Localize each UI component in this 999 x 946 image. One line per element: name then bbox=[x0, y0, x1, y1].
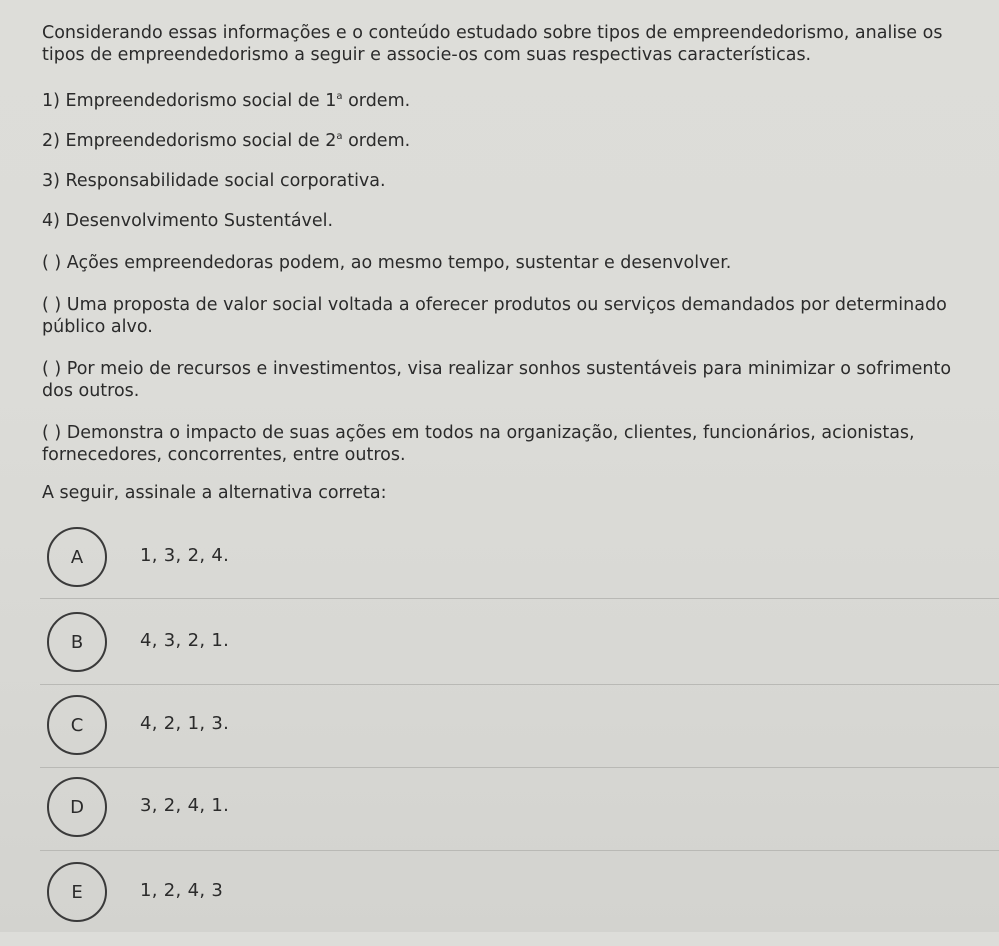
option-a-text: 1, 3, 2, 4. bbox=[140, 545, 230, 566]
type-1: 1) Empreendedorismo social de 1$^a$ ordem. bbox=[42, 91, 411, 111]
option-c[interactable] bbox=[0, 695, 999, 779]
option-c-radio[interactable]: C bbox=[47, 695, 107, 755]
statement-2: ( ) Uma proposta de valor social voltada a oferecer produtos ou serviços demandados por determinado público alvo. bbox=[42, 295, 947, 337]
divider bbox=[40, 598, 999, 599]
option-e-text: 1, 2, 4, 3 bbox=[140, 880, 224, 901]
statement-1: ( ) Ações empreendedoras podem, ao mesmo tempo, sustentar e desenvolver. bbox=[42, 253, 732, 273]
statement-3: ( ) Por meio de recursos e investimentos, visa realizar sonhos sustentáveis para minimizar o sofrimento dos outros. bbox=[42, 359, 952, 401]
option-a[interactable] bbox=[0, 527, 999, 611]
option-d-text: 3, 2, 4, 1. bbox=[140, 795, 230, 816]
statement-4: ( ) Demonstra o impacto de suas ações em todos na organização, clientes, funcionários, acionistas, fornecedores, concorrentes, entre outros. bbox=[42, 423, 915, 465]
option-a-radio[interactable]: A bbox=[47, 527, 107, 587]
option-d-radio[interactable]: D bbox=[47, 777, 107, 837]
divider bbox=[40, 767, 999, 768]
option-b-text: 4, 3, 2, 1. bbox=[140, 630, 230, 651]
option-b-radio[interactable]: B bbox=[47, 612, 107, 672]
instruction: A seguir, assinale a alternativa correta: bbox=[42, 483, 387, 503]
type-4: 4) Desenvolvimento Sustentável. bbox=[42, 211, 334, 231]
option-e[interactable] bbox=[0, 862, 999, 946]
type-2: 2) Empreendedorismo social de 2$^a$ ordem. bbox=[42, 131, 411, 151]
question-block bbox=[42, 22, 977, 503]
option-d[interactable] bbox=[0, 777, 999, 861]
question-intro: Considerando essas informações e o conteúdo estudado sobre tipos de empreendedorismo, analise os tipos de empreendedorismo a seguir e associe-os com suas respectivas características. bbox=[42, 23, 943, 65]
option-b[interactable] bbox=[0, 612, 999, 696]
option-c-text: 4, 2, 1, 3. bbox=[140, 713, 230, 734]
option-e-radio[interactable]: E bbox=[47, 862, 107, 922]
divider bbox=[40, 850, 999, 851]
type-3: 3) Responsabilidade social corporativa. bbox=[42, 171, 386, 191]
divider bbox=[40, 684, 999, 685]
